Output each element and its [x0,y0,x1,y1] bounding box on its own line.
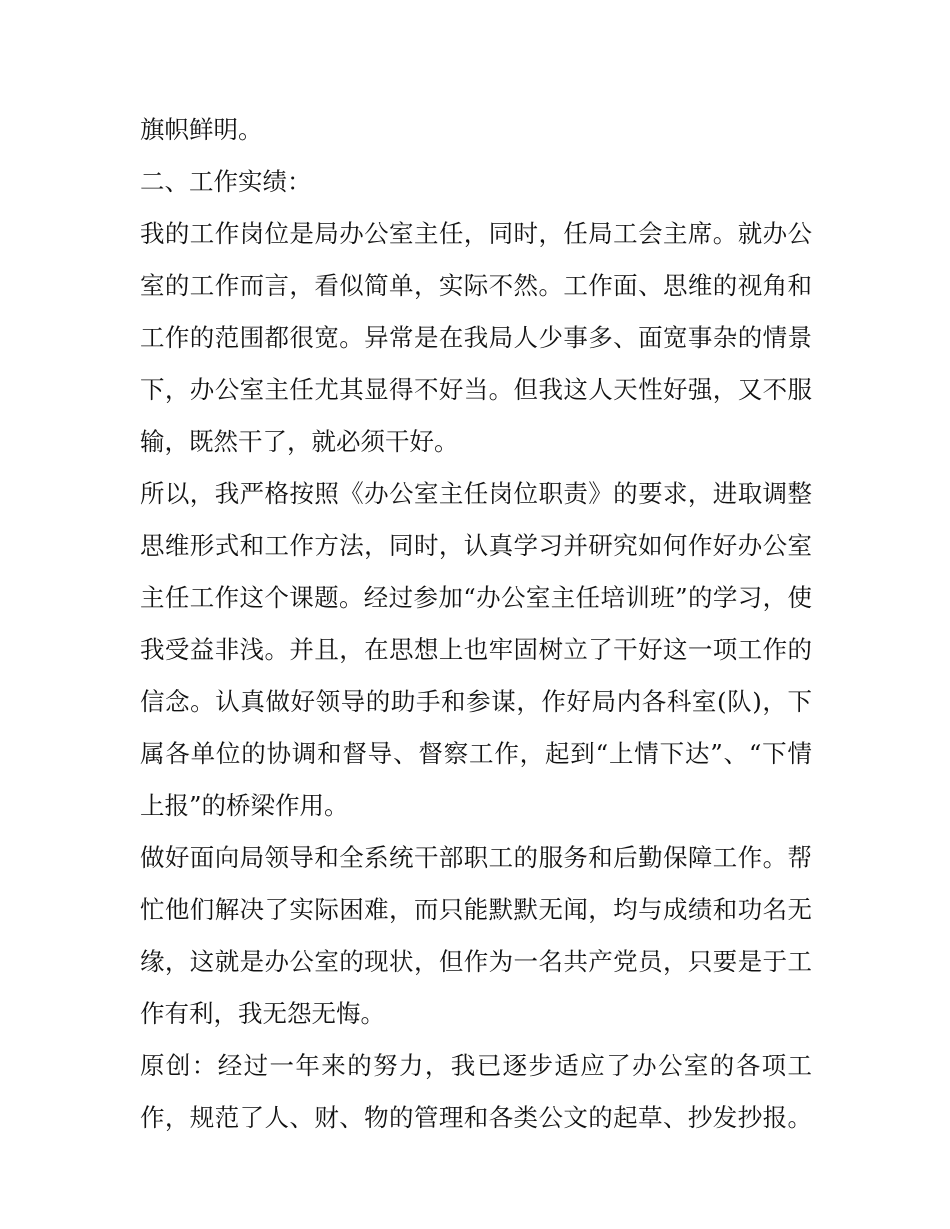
text-line: 忙他们解决了实际困难，而只能默默无闻，均与成绩和功名无 [140,895,812,924]
text-line: 上报”的桥梁作用。 [140,791,349,820]
text-line: 作有利，我无怨无悔。 [140,999,385,1028]
text-line: 信念。认真做好领导的助手和参谋，作好局内各科室(队)，下 [140,687,812,716]
text-line: 属各单位的协调和督导、督察工作，起到“上情下达”、“下情 [140,739,812,768]
text-line: 做好面向局领导和全系统干部职工的服务和后勤保障工作。帮 [140,843,812,872]
text-line: 下，办公室主任尤其显得不好当。但我这人天性好强，又不服 [140,375,812,404]
text-line: 工作的范围都很宽。异常是在我局人少事多、面宽事杂的情景 [140,323,812,352]
text-line: 主任工作这个课题。经过参加“办公室主任培训班”的学习，使 [140,583,812,612]
text-line: 室的工作而言，看似简单，实际不然。工作面、思维的视角和 [140,271,812,300]
section-heading: 二、工作实绩： [140,167,312,196]
text-line: 作，规范了人、财、物的管理和各类公文的起草、抄发抄报。 [140,1103,812,1132]
text-line: 输，既然干了，就必须干好。 [140,427,459,456]
text-line: 我的工作岗位是局办公室主任，同时，任局工会主席。就办公 [140,219,812,248]
text-line: 思维形式和工作方法，同时，认真学习并研究如何作好办公室 [140,531,812,560]
text-line: 原创：经过一年来的努力，我已逐步适应了办公室的各项工 [140,1051,812,1080]
text-line: 缘，这就是办公室的现状，但作为一名共产党员，只要是于工 [140,947,812,976]
text-line: 旗帜鲜明。 [140,115,263,144]
text-line: 我受益非浅。并且，在思想上也牢固树立了干好这一项工作的 [140,635,812,664]
document-body [140,108,812,1148]
text-line: 所以，我严格按照《办公室主任岗位职责》的要求，进取调整 [140,479,812,508]
